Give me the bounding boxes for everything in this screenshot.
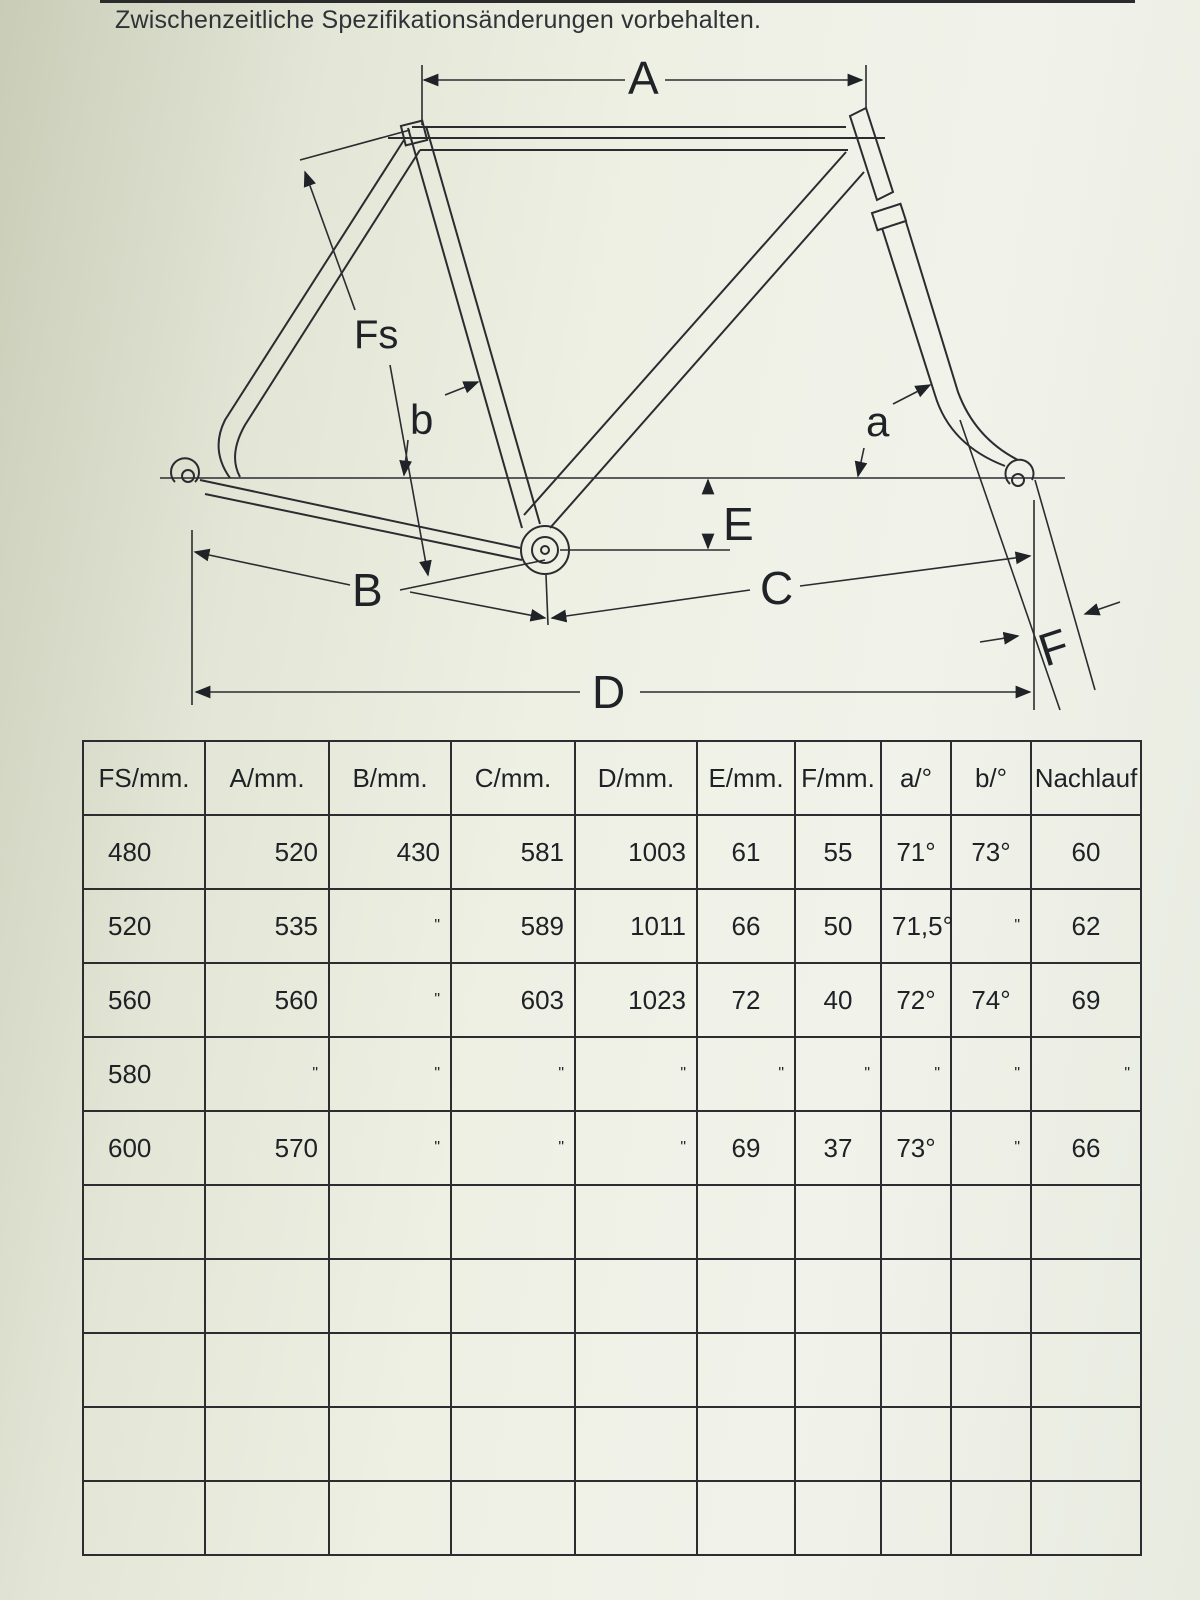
table-cell: ": [451, 1037, 575, 1111]
table-cell: [951, 1259, 1031, 1333]
table-cell: 600: [83, 1111, 205, 1185]
table-cell: 73°: [881, 1111, 951, 1185]
table-cell: ": [451, 1111, 575, 1185]
dimension-lines: [160, 65, 1120, 710]
table-cell: [697, 1481, 795, 1555]
table-cell: 66: [697, 889, 795, 963]
table-row: [83, 889, 1141, 963]
table-cell: 589: [451, 889, 575, 963]
table-cell: 1011: [575, 889, 697, 963]
table-cell: [329, 1481, 451, 1555]
table-cell: [881, 1185, 951, 1259]
table-row: [83, 1185, 1141, 1259]
table-cell: 69: [697, 1111, 795, 1185]
table-cell: [951, 1185, 1031, 1259]
table-cell: ": [697, 1037, 795, 1111]
table-cell: [205, 1185, 329, 1259]
table-cell: [795, 1407, 881, 1481]
table-cell: [205, 1259, 329, 1333]
table-cell: 560: [205, 963, 329, 1037]
table-cell: [329, 1407, 451, 1481]
table-cell: 62: [1031, 889, 1141, 963]
table-cell: [83, 1259, 205, 1333]
table-cell: [1031, 1333, 1141, 1407]
table-cell: [795, 1333, 881, 1407]
table-cell: [205, 1333, 329, 1407]
header-f: F/mm.: [795, 741, 881, 815]
label-E: E: [723, 498, 754, 550]
table-cell: [1031, 1481, 1141, 1555]
table-cell: [951, 1407, 1031, 1481]
table-cell: ": [1031, 1037, 1141, 1111]
table-cell: ": [205, 1037, 329, 1111]
header-e: E/mm.: [697, 741, 795, 815]
table-row: [83, 1259, 1141, 1333]
table-cell: [83, 1185, 205, 1259]
table-cell: 66: [1031, 1111, 1141, 1185]
table-cell: 603: [451, 963, 575, 1037]
table-cell: [575, 1333, 697, 1407]
table-cell: 60: [1031, 815, 1141, 889]
table-cell: [83, 1407, 205, 1481]
table-cell: [697, 1185, 795, 1259]
table-row: [83, 963, 1141, 1037]
table-cell: ": [329, 889, 451, 963]
table-cell: ": [951, 1037, 1031, 1111]
table-cell: 430: [329, 815, 451, 889]
table-cell: 520: [205, 815, 329, 889]
table-cell: [1031, 1185, 1141, 1259]
header-d: D/mm.: [575, 741, 697, 815]
table-cell: [83, 1481, 205, 1555]
table-cell: [881, 1333, 951, 1407]
header-fs: FS/mm.: [83, 741, 205, 815]
table-cell: 1023: [575, 963, 697, 1037]
table-cell: [951, 1481, 1031, 1555]
table-cell: ": [795, 1037, 881, 1111]
table-cell: [329, 1185, 451, 1259]
label-a: a: [866, 398, 890, 445]
spec-change-note: Zwischenzeitliche Spezifikationsänderungen vorbehalten.: [115, 6, 762, 34]
table-cell: ": [575, 1111, 697, 1185]
table-cell: [881, 1481, 951, 1555]
table-cell: 570: [205, 1111, 329, 1185]
table-cell: [451, 1259, 575, 1333]
table-cell: 40: [795, 963, 881, 1037]
table-cell: 73°: [951, 815, 1031, 889]
label-D: D: [592, 666, 626, 718]
table-cell: [795, 1259, 881, 1333]
table-cell: ": [329, 963, 451, 1037]
table-cell: [795, 1481, 881, 1555]
table-cell: 55: [795, 815, 881, 889]
table-cell: 580: [83, 1037, 205, 1111]
table-cell: [697, 1407, 795, 1481]
table-cell: [951, 1333, 1031, 1407]
table-cell: [451, 1407, 575, 1481]
table-cell: [697, 1333, 795, 1407]
table-cell: 72: [697, 963, 795, 1037]
table-cell: [575, 1481, 697, 1555]
table-cell: [83, 1333, 205, 1407]
table-cell: [575, 1259, 697, 1333]
table-cell: ": [329, 1037, 451, 1111]
frame-tubes: [171, 108, 1033, 574]
table-row: [83, 1333, 1141, 1407]
frame-geometry-diagram: [0, 40, 1200, 720]
table-header-row: [83, 741, 1141, 815]
table-cell: [329, 1333, 451, 1407]
table-cell: 71,5°: [881, 889, 951, 963]
diagram-labels: [352, 52, 1075, 718]
label-C: C: [760, 562, 794, 614]
table-cell: 50: [795, 889, 881, 963]
table-cell: [697, 1259, 795, 1333]
table-cell: ": [329, 1111, 451, 1185]
table-cell: 37: [795, 1111, 881, 1185]
label-b: b: [410, 396, 434, 443]
table-cell: [881, 1407, 951, 1481]
table-cell: 581: [451, 815, 575, 889]
table-row: [83, 1037, 1141, 1111]
table-cell: ": [951, 1111, 1031, 1185]
table-cell: 480: [83, 815, 205, 889]
table-cell: [1031, 1259, 1141, 1333]
table-cell: [451, 1333, 575, 1407]
table-row: [83, 815, 1141, 889]
table-cell: [451, 1481, 575, 1555]
table-row: [83, 1407, 1141, 1481]
frame-size-table: [82, 740, 1142, 1556]
header-angle-b: b/°: [951, 741, 1031, 815]
table-cell: 72°: [881, 963, 951, 1037]
top-rule: [100, 0, 1135, 3]
table-cell: 74°: [951, 963, 1031, 1037]
table-cell: 61: [697, 815, 795, 889]
header-angle-a: a/°: [881, 741, 951, 815]
table-cell: 560: [83, 963, 205, 1037]
table-cell: [795, 1185, 881, 1259]
header-c: C/mm.: [451, 741, 575, 815]
label-A: A: [628, 52, 659, 104]
table-row: [83, 1111, 1141, 1185]
table-cell: ": [951, 889, 1031, 963]
table-cell: 69: [1031, 963, 1141, 1037]
table-row: [83, 1481, 1141, 1555]
table-cell: ": [575, 1037, 697, 1111]
label-B: B: [352, 564, 383, 616]
header-nachlauf: Nachlauf: [1031, 741, 1141, 815]
table-cell: [205, 1481, 329, 1555]
header-a: A/mm.: [205, 741, 329, 815]
table-cell: ": [881, 1037, 951, 1111]
table-cell: [451, 1185, 575, 1259]
table-cell: 1003: [575, 815, 697, 889]
table-cell: [1031, 1407, 1141, 1481]
table-cell: 535: [205, 889, 329, 963]
table-cell: [575, 1407, 697, 1481]
table-cell: [575, 1185, 697, 1259]
table-cell: [329, 1259, 451, 1333]
table-cell: 520: [83, 889, 205, 963]
table-cell: [881, 1259, 951, 1333]
table-cell: [205, 1407, 329, 1481]
label-Fs: Fs: [354, 313, 399, 357]
label-F: F: [1032, 618, 1076, 677]
header-b: B/mm.: [329, 741, 451, 815]
table-cell: 71°: [881, 815, 951, 889]
